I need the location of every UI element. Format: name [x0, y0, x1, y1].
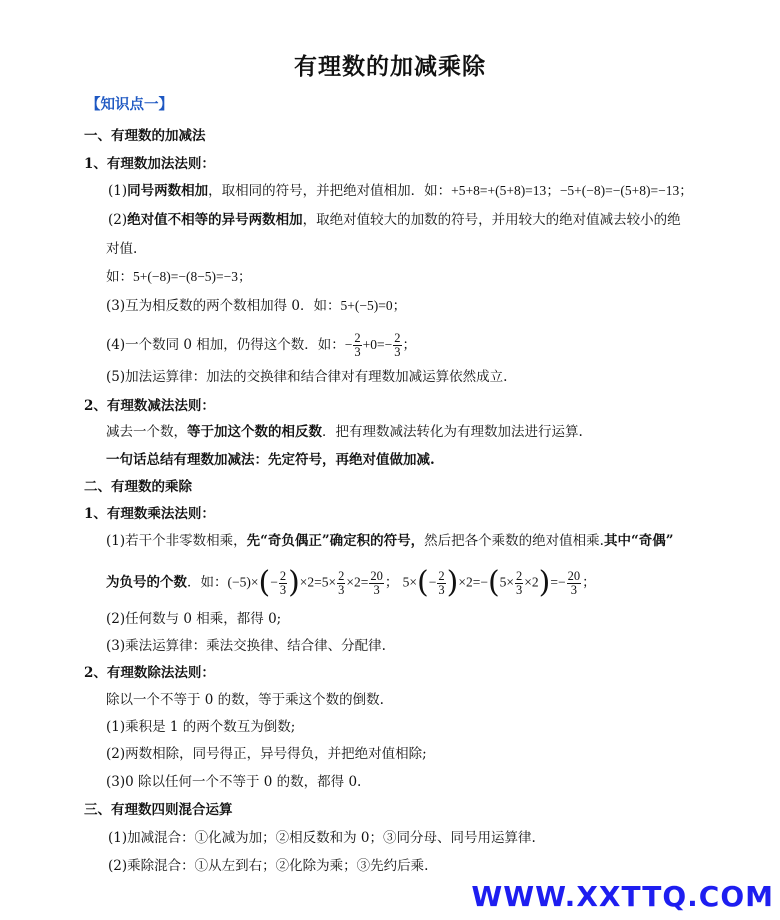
fraction: $\frac{2}{3}$: [279, 568, 287, 597]
fraction: $\frac{2}{3}$: [338, 568, 345, 597]
fraction: $\frac{2}{3}$: [516, 568, 523, 597]
rule-number: (1): [108, 183, 128, 199]
fraction: $\frac{20}{3}$: [567, 568, 581, 597]
math-text: 5×: [499, 574, 515, 590]
addition-rule-4: [106, 332, 416, 359]
rule-text: ．如：: [187, 574, 228, 591]
minus-sign: −: [384, 337, 393, 352]
math-text: ×2=−: [458, 574, 488, 590]
mixed-operations-2: (2)乘除混合：①从左到右；②化除为乘；③先约后乘.: [108, 858, 429, 874]
math-text: =−: [550, 574, 566, 590]
subtraction-rule-heading: 2、有理数减法法则：: [84, 398, 215, 414]
rule-bold-text: 等于加这个数的相反数: [187, 424, 322, 440]
addition-summary: 一句话总结有理数加减法：先定符号，再绝对值做加减.: [106, 452, 435, 468]
multiplication-rule-heading: 1、有理数乘法法则：: [84, 506, 215, 522]
addition-rule-5: (5)加法运算律：加法的交换律和结合律对有理数加减运算依然成立.: [106, 369, 508, 385]
fraction: $\frac{2}{3}$: [394, 331, 401, 359]
section-1-heading: 一、有理数的加减法: [84, 128, 206, 144]
multiplication-rule-1: [106, 532, 673, 550]
multiplication-rule-1-example: [106, 565, 596, 600]
rule-text: ，取绝对值较大的加数的符号，并用较大的绝对值减去较小的绝: [302, 212, 681, 228]
math-text: +0=: [362, 337, 385, 352]
multiplication-rule-2: (2)任何数与 0 相乘，都得 0;: [106, 611, 282, 627]
left-paren: (: [487, 565, 500, 600]
rule-bold-text: 同号两数相加: [127, 183, 209, 199]
rule-number: (2): [108, 212, 128, 228]
math-text: ×2=: [346, 574, 369, 590]
rule-text: ．把有理数减法转化为有理数加法进行运算.: [322, 424, 583, 440]
addition-rule-3: [106, 297, 406, 315]
section-2-heading: 二、有理数的乘除: [84, 479, 192, 495]
addition-rule-2: [108, 211, 681, 229]
division-rule-3: (3)0 除以任何一个不等于 0 的数，都得 0.: [106, 774, 362, 790]
separator: ；: [402, 337, 417, 353]
math-example: +5+8=+(5+8)=13: [451, 183, 547, 198]
fraction: $\frac{2}{3}$: [438, 568, 445, 597]
rule-text: 然后把各个乘数的绝对值相乘.: [424, 533, 604, 549]
separator: ；: [392, 298, 407, 314]
subtraction-rule: [106, 423, 583, 441]
left-paren: (: [258, 565, 271, 600]
rule-bold-text: 先“奇负偶正”确定积的符号，: [246, 533, 425, 549]
fraction: $\frac{2}{3}$: [354, 331, 361, 359]
separator: ；: [384, 574, 399, 591]
section-3-heading: 三、有理数四则混合运算: [84, 802, 233, 818]
separator: ；: [582, 574, 596, 591]
math-example: 5+(−8)=−(8−5)=−3: [133, 269, 239, 284]
right-paren: ): [446, 565, 459, 600]
rule-text: ，取相同的符号，并把绝对值相加．如：: [208, 183, 452, 199]
rule-bold-text: 绝对值不相等的异号两数相加: [127, 212, 303, 228]
separator: ；: [546, 183, 560, 199]
rule-text: (1)若干个非零数相乘，: [106, 533, 247, 549]
separator: ；: [679, 183, 693, 199]
math-text: ×2=5×: [299, 574, 337, 590]
minus-sign: −: [344, 337, 353, 352]
addition-rule-heading: 1、有理数加法法则：: [84, 156, 215, 172]
math-example: 5+(−5)=0: [340, 298, 393, 313]
knowledge-point-label: 【知识点一】: [86, 96, 173, 113]
math-example: −5+(−8)=−(5+8)=−13: [559, 183, 680, 198]
math-text: ×2: [524, 574, 539, 590]
addition-rule-2-example: [106, 268, 252, 286]
mixed-operations-1: (1)加减混合：①化减为加；②相反数和为 0；③同分母、同号用运算律.: [108, 830, 536, 846]
rule-bold-text: 其中“奇偶”: [603, 533, 674, 549]
division-rule-heading: 2、有理数除法法则：: [84, 665, 215, 681]
rule-text: (4)一个数同 0 相加，仍得这个数．如：: [106, 337, 345, 353]
rule-bold-text: 为负号的个数: [106, 574, 187, 591]
division-rule-1: (1)乘积是 1 的两个数互为倒数;: [106, 719, 296, 735]
page-title: 有理数的加减乘除: [294, 53, 486, 80]
multiplication-rule-3: (3)乘法运算律：乘法交换律、结合律、分配律.: [106, 638, 386, 654]
math-text: 5×: [402, 574, 418, 590]
rule-text: 减去一个数，: [106, 424, 187, 440]
right-paren: ): [288, 565, 300, 600]
addition-rule-2-cont: 对值.: [106, 241, 138, 257]
watermark-logo: WWW.XXTTQ.COM: [471, 880, 774, 913]
fraction: $\frac{20}{3}$: [370, 568, 383, 597]
math-text: (−5)×: [227, 574, 259, 590]
example-label: 如：: [106, 269, 133, 285]
division-rule: 除以一个不等于 0 的数，等于乘这个数的倒数.: [106, 692, 384, 708]
division-rule-2: (2)两数相除，同号得正，异号得负，并把绝对值相除;: [106, 746, 427, 762]
addition-rule-1: [108, 182, 693, 200]
minus-sign: −: [428, 574, 437, 590]
minus-sign: −: [270, 574, 278, 590]
rule-text: (3)互为相反数的两个数相加得 0．如：: [106, 298, 341, 314]
separator: ；: [238, 269, 252, 285]
left-paren: (: [417, 565, 429, 600]
right-paren: ): [538, 565, 551, 600]
